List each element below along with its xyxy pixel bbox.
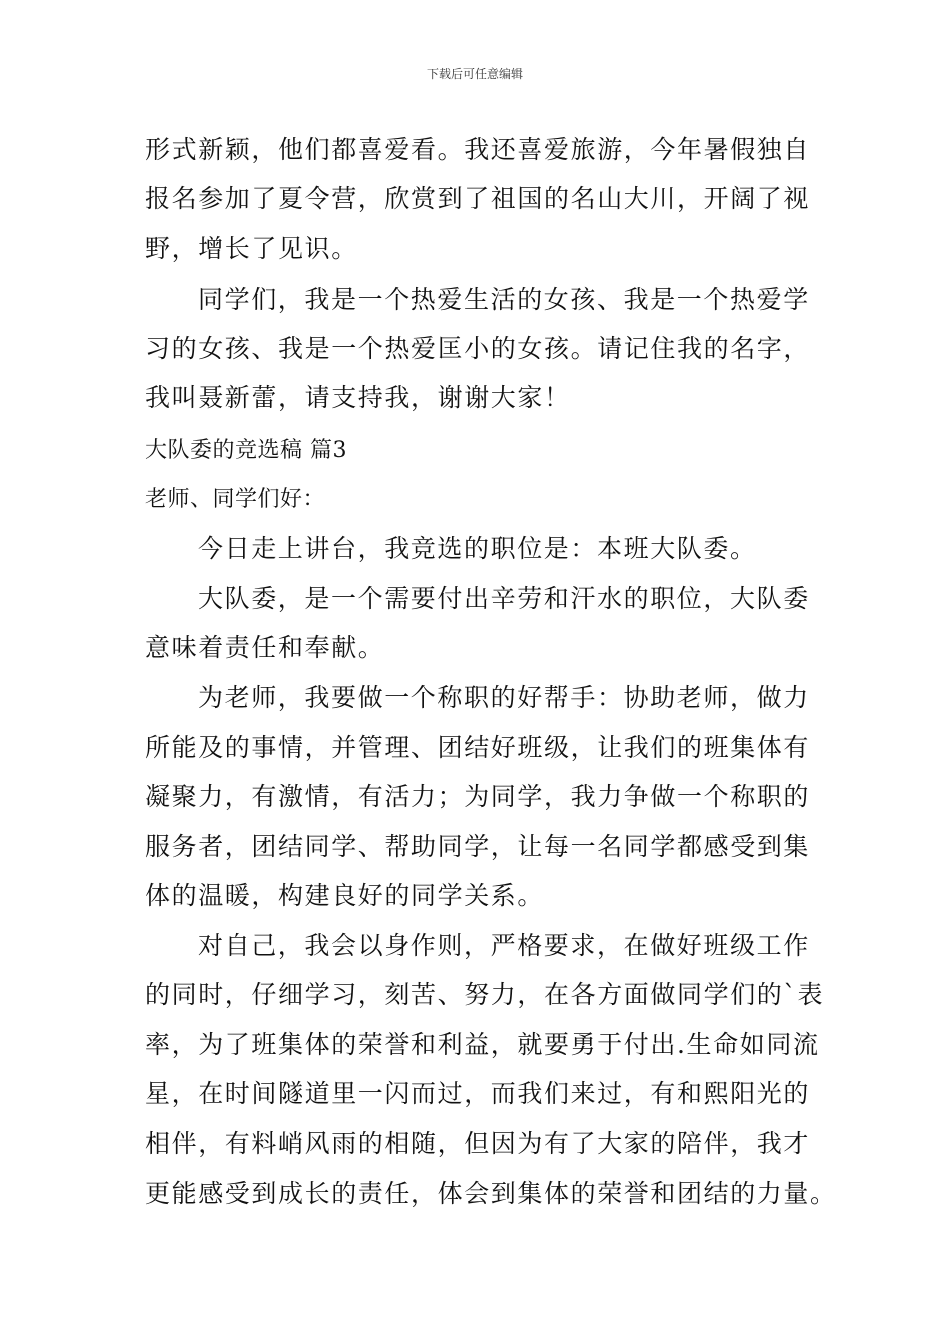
- body-line-20: 星，在时间隧道里一闪而过，而我们来过，有和熙阳光的: [145, 1079, 811, 1108]
- greeting-line: 老师、同学们好：: [145, 487, 326, 512]
- body-line-12: 为老师，我要做一个称职的好帮手：协助老师，做力: [198, 683, 810, 712]
- body-line-9: 今日走上讲台，我竞选的职位是：本班大队委。: [198, 534, 757, 563]
- body-line-18: 的同时，仔细学习，刻苦、努力，在各方面做同学们的`表: [145, 980, 825, 1009]
- body-line-6: 我叫聂新蕾，请支持我，谢谢大家！: [145, 383, 571, 412]
- body-line-10: 大队委，是一个需要付出辛劳和汗水的职位，大队委: [198, 584, 810, 613]
- body-line-19: 率，为了班集体的荣誉和利益，就要勇于付出.生命如同流: [145, 1030, 820, 1059]
- body-line-16: 体的温暖，构建良好的同学关系。: [145, 881, 545, 910]
- body-line-3: 野，增长了见识。: [145, 234, 358, 263]
- body-line-14: 凝聚力，有激情，有活力；为同学，我力争做一个称职的: [145, 782, 811, 811]
- body-line-15: 服务者，团结同学、帮助同学，让每一名同学都感受到集: [145, 832, 811, 861]
- body-line-5: 习的女孩、我是一个热爱匡小的女孩。请记住我的名字，: [145, 334, 811, 363]
- body-line-11: 意味着责任和奉献。: [145, 633, 385, 662]
- body-line-17: 对自己，我会以身作则，严格要求，在做好班级工作: [198, 931, 810, 960]
- page-header: 下载后可任意编辑: [426, 67, 523, 81]
- body-line-13: 所能及的事情，并管理、团结好班级，让我们的班集体有: [145, 733, 811, 762]
- body-line-21: 相伴，有料峭风雨的相随，但因为有了大家的陪伴，我才: [145, 1129, 811, 1158]
- section-heading: 大队委的竞选稿 篇3: [145, 438, 347, 463]
- body-line-4: 同学们，我是一个热爱生活的女孩、我是一个热爱学: [198, 285, 810, 314]
- body-line-1: 形式新颖，他们都喜爱看。我还喜爱旅游，今年暑假独自: [145, 135, 811, 164]
- body-line-22: 更能感受到成长的责任，体会到集体的荣誉和团结的力量。: [145, 1179, 837, 1208]
- body-line-2: 报名参加了夏令营，欣赏到了祖国的名山大川，开阔了视: [145, 184, 811, 213]
